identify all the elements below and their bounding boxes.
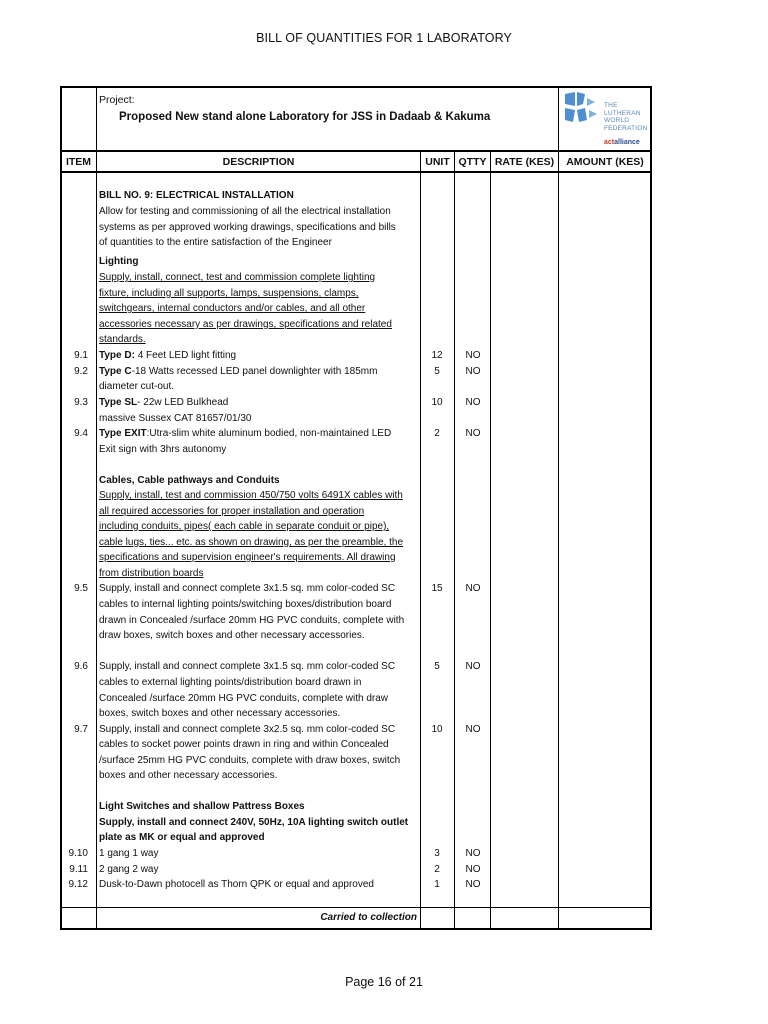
- item-description-line: drawn in Concealed /surface 20mm HG PVC conduits, complete with: [99, 615, 405, 626]
- logo-line: LUTHERAN: [604, 109, 641, 117]
- item-number: 9.7: [74, 724, 88, 735]
- item-description-line: boxes, switch boxes and other necessary accessories.: [99, 708, 341, 719]
- page-title: BILL OF QUANTITIES FOR 1 LABORATORY: [256, 31, 512, 45]
- cables-intro-line: including conduits, pipes( each cable in separate conduit or pipe),: [99, 521, 390, 532]
- cables-intro-line: all required accessories for proper installation and operation: [99, 506, 365, 517]
- item-description: [99, 364, 377, 380]
- lighting-intro-line: standards.: [99, 334, 146, 345]
- item-description-line: boxes and other necessary accessories.: [99, 770, 278, 781]
- project-label: Project:: [99, 94, 135, 106]
- column-divider: [558, 87, 559, 929]
- logo-line: WORLD: [604, 117, 630, 125]
- item-number: 9.11: [69, 864, 88, 875]
- item-number: 9.5: [74, 583, 88, 594]
- item-description: [99, 348, 236, 364]
- section-heading-cables: Cables, Cable pathways and Conduits: [99, 475, 280, 486]
- act-suffix: alliance: [614, 139, 640, 146]
- lighting-intro-line: accessories necessary as per drawings, specifications and related: [99, 319, 392, 330]
- item-description-line: Supply, install and connect complete 3x1.5 sq. mm color-coded SC: [99, 661, 396, 672]
- item-unit: 2: [434, 428, 440, 439]
- item-text: - 22w LED Bulkhead: [137, 397, 229, 408]
- lighting-intro-line: switchgears, internal conductors and/or cables, and all other: [99, 303, 366, 314]
- item-unit: 3: [434, 848, 440, 859]
- item-unit: 10: [431, 724, 443, 735]
- bill-heading: BILL NO. 9: ELECTRICAL INSTALLATION: [99, 190, 294, 201]
- col-header-description: DESCRIPTION: [222, 156, 295, 168]
- act-alliance-logo: [604, 139, 640, 146]
- item-description-line: cables to internal lighting points/switching boxes/distribution board: [99, 599, 392, 610]
- item-type: Type C: [99, 366, 132, 377]
- item-type: Type EXIT: [99, 428, 147, 439]
- cables-intro-line: Supply, install, test and commission 450/750 volts 6491X cables with: [99, 490, 403, 501]
- item-text: :Utra-slim white aluminum bodied, non-maintained LED: [146, 428, 392, 439]
- logo-text: [604, 102, 647, 132]
- column-divider: [96, 87, 97, 929]
- section-heading-lighting: Lighting: [99, 256, 139, 267]
- row-divider: [61, 907, 651, 908]
- col-header-qty: QTTY: [458, 156, 487, 168]
- item-unit: 2: [434, 864, 440, 875]
- col-header-unit: UNIT: [425, 156, 450, 168]
- item-description: [99, 395, 228, 411]
- item-qty: NO: [465, 397, 481, 408]
- switches-intro-line: plate as MK or equal and approved: [99, 832, 265, 843]
- col-header-rate: RATE (KES): [494, 156, 555, 168]
- item-unit: 1: [434, 879, 440, 890]
- item-number: 9.6: [74, 661, 88, 672]
- item-description-line: draw boxes, switch boxes and other necessary accessories.: [99, 630, 365, 641]
- item-description-line: diameter cut-out.: [99, 381, 175, 392]
- item-number: 9.3: [74, 397, 88, 408]
- lighting-intro-line: Supply, install, connect, test and commission complete lighting: [99, 272, 376, 283]
- item-number: 9.4: [74, 428, 88, 439]
- cables-intro-line: from distribution boards: [99, 568, 204, 579]
- item-type: Type D:: [99, 350, 135, 361]
- item-description-line: 2 gang 2 way: [99, 864, 159, 875]
- item-text: -18 Watts recessed LED panel downlighter with 185mm: [131, 366, 378, 377]
- item-unit: 15: [431, 583, 443, 594]
- carried-to-collection: Carried to collection: [320, 912, 417, 923]
- item-qty: NO: [465, 864, 481, 875]
- item-qty: NO: [465, 848, 481, 859]
- section-heading-switches: Light Switches and shallow Pattress Boxes: [99, 801, 305, 812]
- item-number: 9.2: [74, 366, 88, 377]
- column-divider: [420, 150, 421, 929]
- item-description: [99, 426, 391, 442]
- item-description-line: 1 gang 1 way: [99, 848, 159, 859]
- item-description-line: Supply, install and connect complete 3x1.5 sq. mm color-coded SC: [99, 583, 396, 594]
- item-number: 9.12: [68, 879, 88, 890]
- bill-intro-line: of quantities to the entire satisfaction of the Engineer: [99, 237, 332, 248]
- bill-intro-line: Allow for testing and commissioning of all the electrical installation: [99, 206, 391, 217]
- bill-intro-line: systems as per approved working drawings, specifications and bills: [99, 222, 396, 233]
- item-unit: 10: [431, 397, 443, 408]
- item-unit: 5: [434, 661, 440, 672]
- item-qty: NO: [465, 428, 481, 439]
- logo-line: FEDERATION: [604, 124, 648, 132]
- cables-intro-line: specifications and supervision engineer's requirements. All drawing: [99, 552, 396, 563]
- item-unit: 12: [431, 350, 443, 361]
- item-qty: NO: [465, 879, 481, 890]
- item-qty: NO: [465, 583, 481, 594]
- col-header-amount: AMOUNT (KES): [566, 156, 644, 168]
- col-header-item: ITEM: [65, 156, 92, 168]
- cables-intro-line: cable lugs, ties... etc. as shown on drawing, as per the preamble, the: [99, 537, 404, 548]
- project-name: Proposed New stand alone Laboratory for JSS in Dadaab & Kakuma: [119, 111, 491, 123]
- lighting-intro-line: fixture, including all supports, lamps, suspensions, clamps,: [99, 288, 359, 299]
- item-qty: NO: [465, 350, 481, 361]
- switches-intro-line: Supply, install and connect 240V, 50Hz, 10A lighting switch outlet: [99, 817, 409, 828]
- item-description-line: Exit sign with 3hrs autonomy: [99, 444, 227, 455]
- item-number: 9.10: [68, 848, 88, 859]
- act-prefix: act: [604, 139, 615, 146]
- item-qty: NO: [465, 724, 481, 735]
- item-description-line: cables to external lighting points/distribution board drawn in: [99, 677, 362, 688]
- item-qty: NO: [465, 366, 481, 377]
- logo-line: THE: [604, 102, 618, 109]
- item-description-line: massive Sussex CAT 81657/01/30: [99, 413, 252, 424]
- item-unit: 5: [434, 366, 440, 377]
- item-qty: NO: [465, 661, 481, 672]
- item-description-line: Supply, install and connect complete 3x2.5 sq. mm color-coded SC: [99, 724, 396, 735]
- item-description-line: /surface 25mm HG PVC conduits, complete with draw boxes, switch: [99, 755, 401, 766]
- item-description-line: Dusk-to-Dawn photocell as Thorn QPK or equal and approved: [99, 879, 374, 890]
- page-number: Page 16 of 21: [345, 975, 423, 989]
- item-number: 9.1: [74, 350, 88, 361]
- item-description-line: cables to socket power points drawn in ring and within Concealed: [99, 739, 389, 750]
- item-description-line: Concealed /surface 20mm HG PVC conduits, complete with draw: [99, 693, 389, 704]
- column-divider: [490, 150, 491, 929]
- item-type: Type SL: [99, 397, 138, 408]
- column-divider: [454, 150, 455, 929]
- item-text: 4 Feet LED light fitting: [134, 350, 237, 361]
